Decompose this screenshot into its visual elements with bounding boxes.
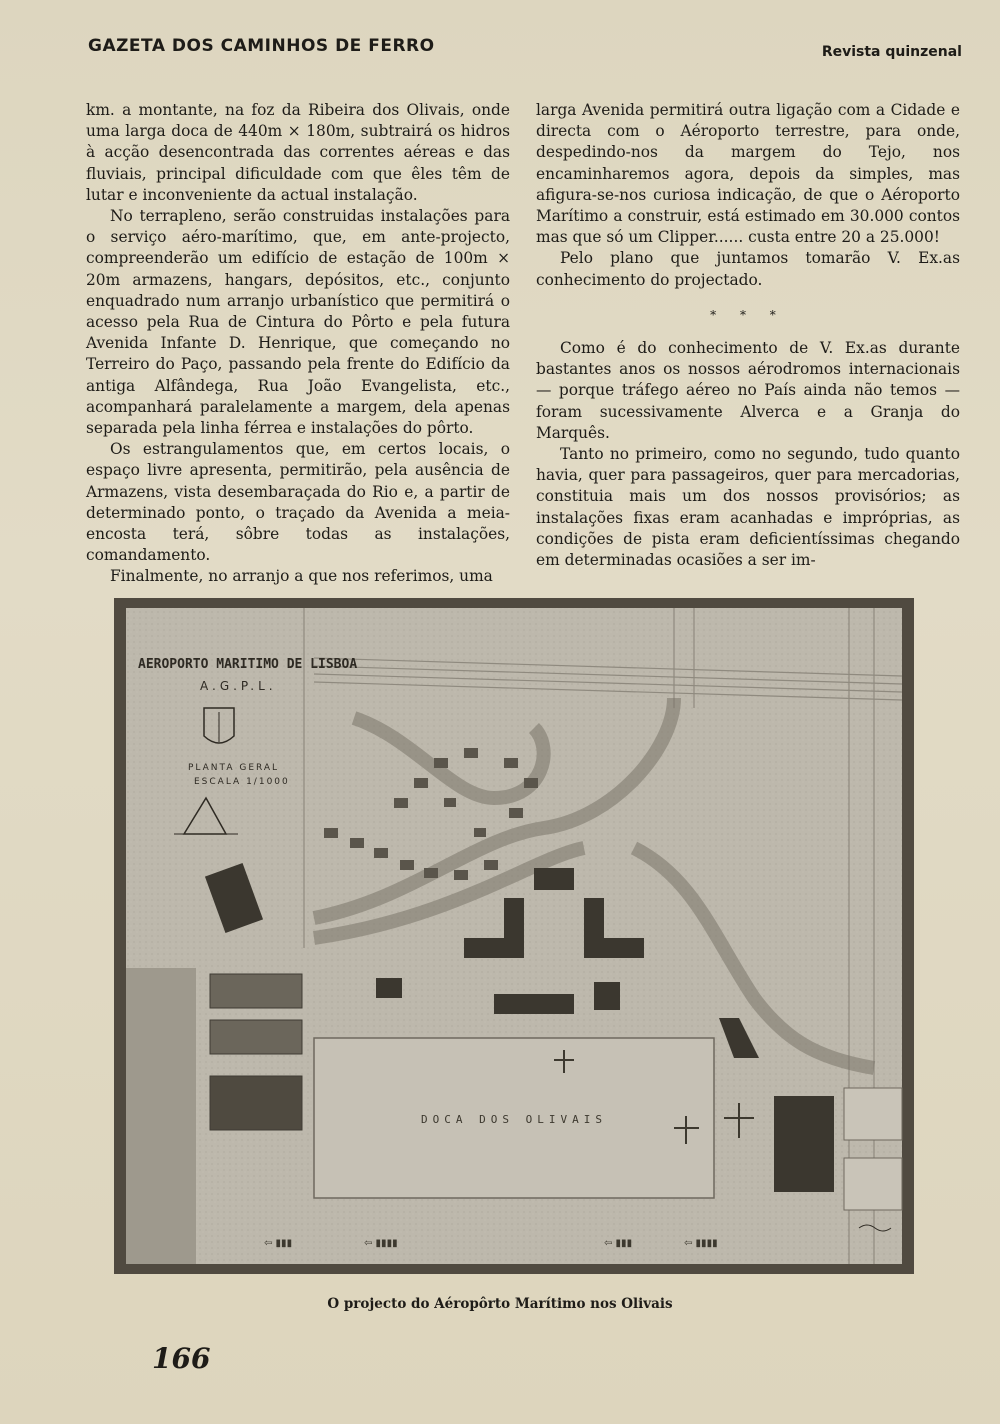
left-column [86,100,510,588]
svg-text:⇦ ▮▮▮▮: ⇦ ▮▮▮▮ [364,1238,398,1249]
plan-title: AEROPORTO MARITIMO DE LISBOA [138,657,358,672]
svg-text:⇦ ▮▮▮▮: ⇦ ▮▮▮▮ [684,1238,718,1249]
pier-block-1 [844,1088,902,1140]
dock-label: DOCA DOS OLIVAIS [421,1113,607,1126]
pier-block-2 [844,1158,902,1210]
right-paragraph-3: Como é do conhecimento de V. Ex.as durante bastantes anos os nossos aérodromos internacionais — porque tráfego aéreo no País ainda não temos — foram sucessivamente Alverca e a Granja do Marquês. [536,339,960,442]
magazine-title: GAZETA DOS CAMINHOS DE FERRO [88,36,435,56]
warehouses [210,974,302,1130]
airport-plan-drawing [114,598,914,1274]
plan-organization: A.G.P.L. [200,679,277,693]
magazine-subtitle: Revista quinzenal [821,44,962,60]
left-paragraph-3: Os estrangulamentos que, em certos locais, o espaço livre apresenta, permitirão, pela ausência de Armazens, vista desembaraçada do Rio e, a partir de determinado ponto, o traçado da Avenida a meia-encosta terá, sôbre todas as instalações, comandamento. [86,440,510,565]
svg-text:⇦ ▮▮▮: ⇦ ▮▮▮ [264,1238,293,1249]
right-paragraph-4: Tanto no primeiro, como no segundo, tudo quanto havia, quer para passageiros, quer para mercadorias, constituia mais um dos nossos provisórios; as instalações fixas eram acanhadas e impróprias, as condições de pista eram deficientíssimas chegando em determinadas ocasiões a ser im- [536,445,960,570]
plan-sheet-label: PLANTA GERAL [188,763,280,773]
left-paragraph-4: Finalmente, no arranjo a que nos referimos, uma [110,567,493,586]
right-paragraph-2: Pelo plano que juntamos tomarão V. Ex.as conhecimento do projectado. [536,249,960,289]
figure-caption: O projecto do Aéropôrto Marítimo nos Olivais [327,1296,673,1312]
left-paragraph-2: No terrapleno, serão construidas instalações para o serviço aéro-marítimo, que, em ante-projecto, compreenderão um edifício de estação de 100m × 20m armazens, hangars, depósitos, etc., conjunto enquadrado num arranjo urbanístico que permitirá o acesso pela Rua de Cintura do Pôrto e pela futura Avenida Infante D. Henrique, que começando no Terreiro do Paço, passando pela frente do Edifício da antiga Alfândega, Rua João Evangelista, etc., acompanhará paralelamente a margem, dela apenas separada pela linha férrea e instalações do pôrto. [86,207,510,438]
right-paragraph-1: larga Avenida permitirá outra ligação com a Cidade e directa com o Aéroporto terrestre, para onde, despedindo-nos da margem do Tejo, nos encaminharemos agora, depois da simples, mas afigura-se-nos curiosa indicação, de que o Aéroporto Marítimo a construir, está estimado em 30.000 contos mas que só um Clipper...... custa entre 20 a 25.000! [536,101,960,247]
left-paragraph-1: km. a montante, na foz da Ribeira dos Olivais, onde uma larga doca de 440m × 180m, subtrairá os hidros à acção desencontrada das correntes aéreas e das fluviais, principal dificuldade com que êles têm de lutar e inconveniente da actual instalação. [86,101,510,204]
shore-strip [126,968,196,1264]
plan-scale-label: ESCALA 1/1000 [194,777,290,787]
right-column [536,100,960,571]
section-separator: * * * [710,307,786,322]
airport-plan-figure [114,598,914,1274]
svg-text:⇦ ▮▮▮: ⇦ ▮▮▮ [604,1238,633,1249]
page-number: 166 [152,1342,211,1375]
